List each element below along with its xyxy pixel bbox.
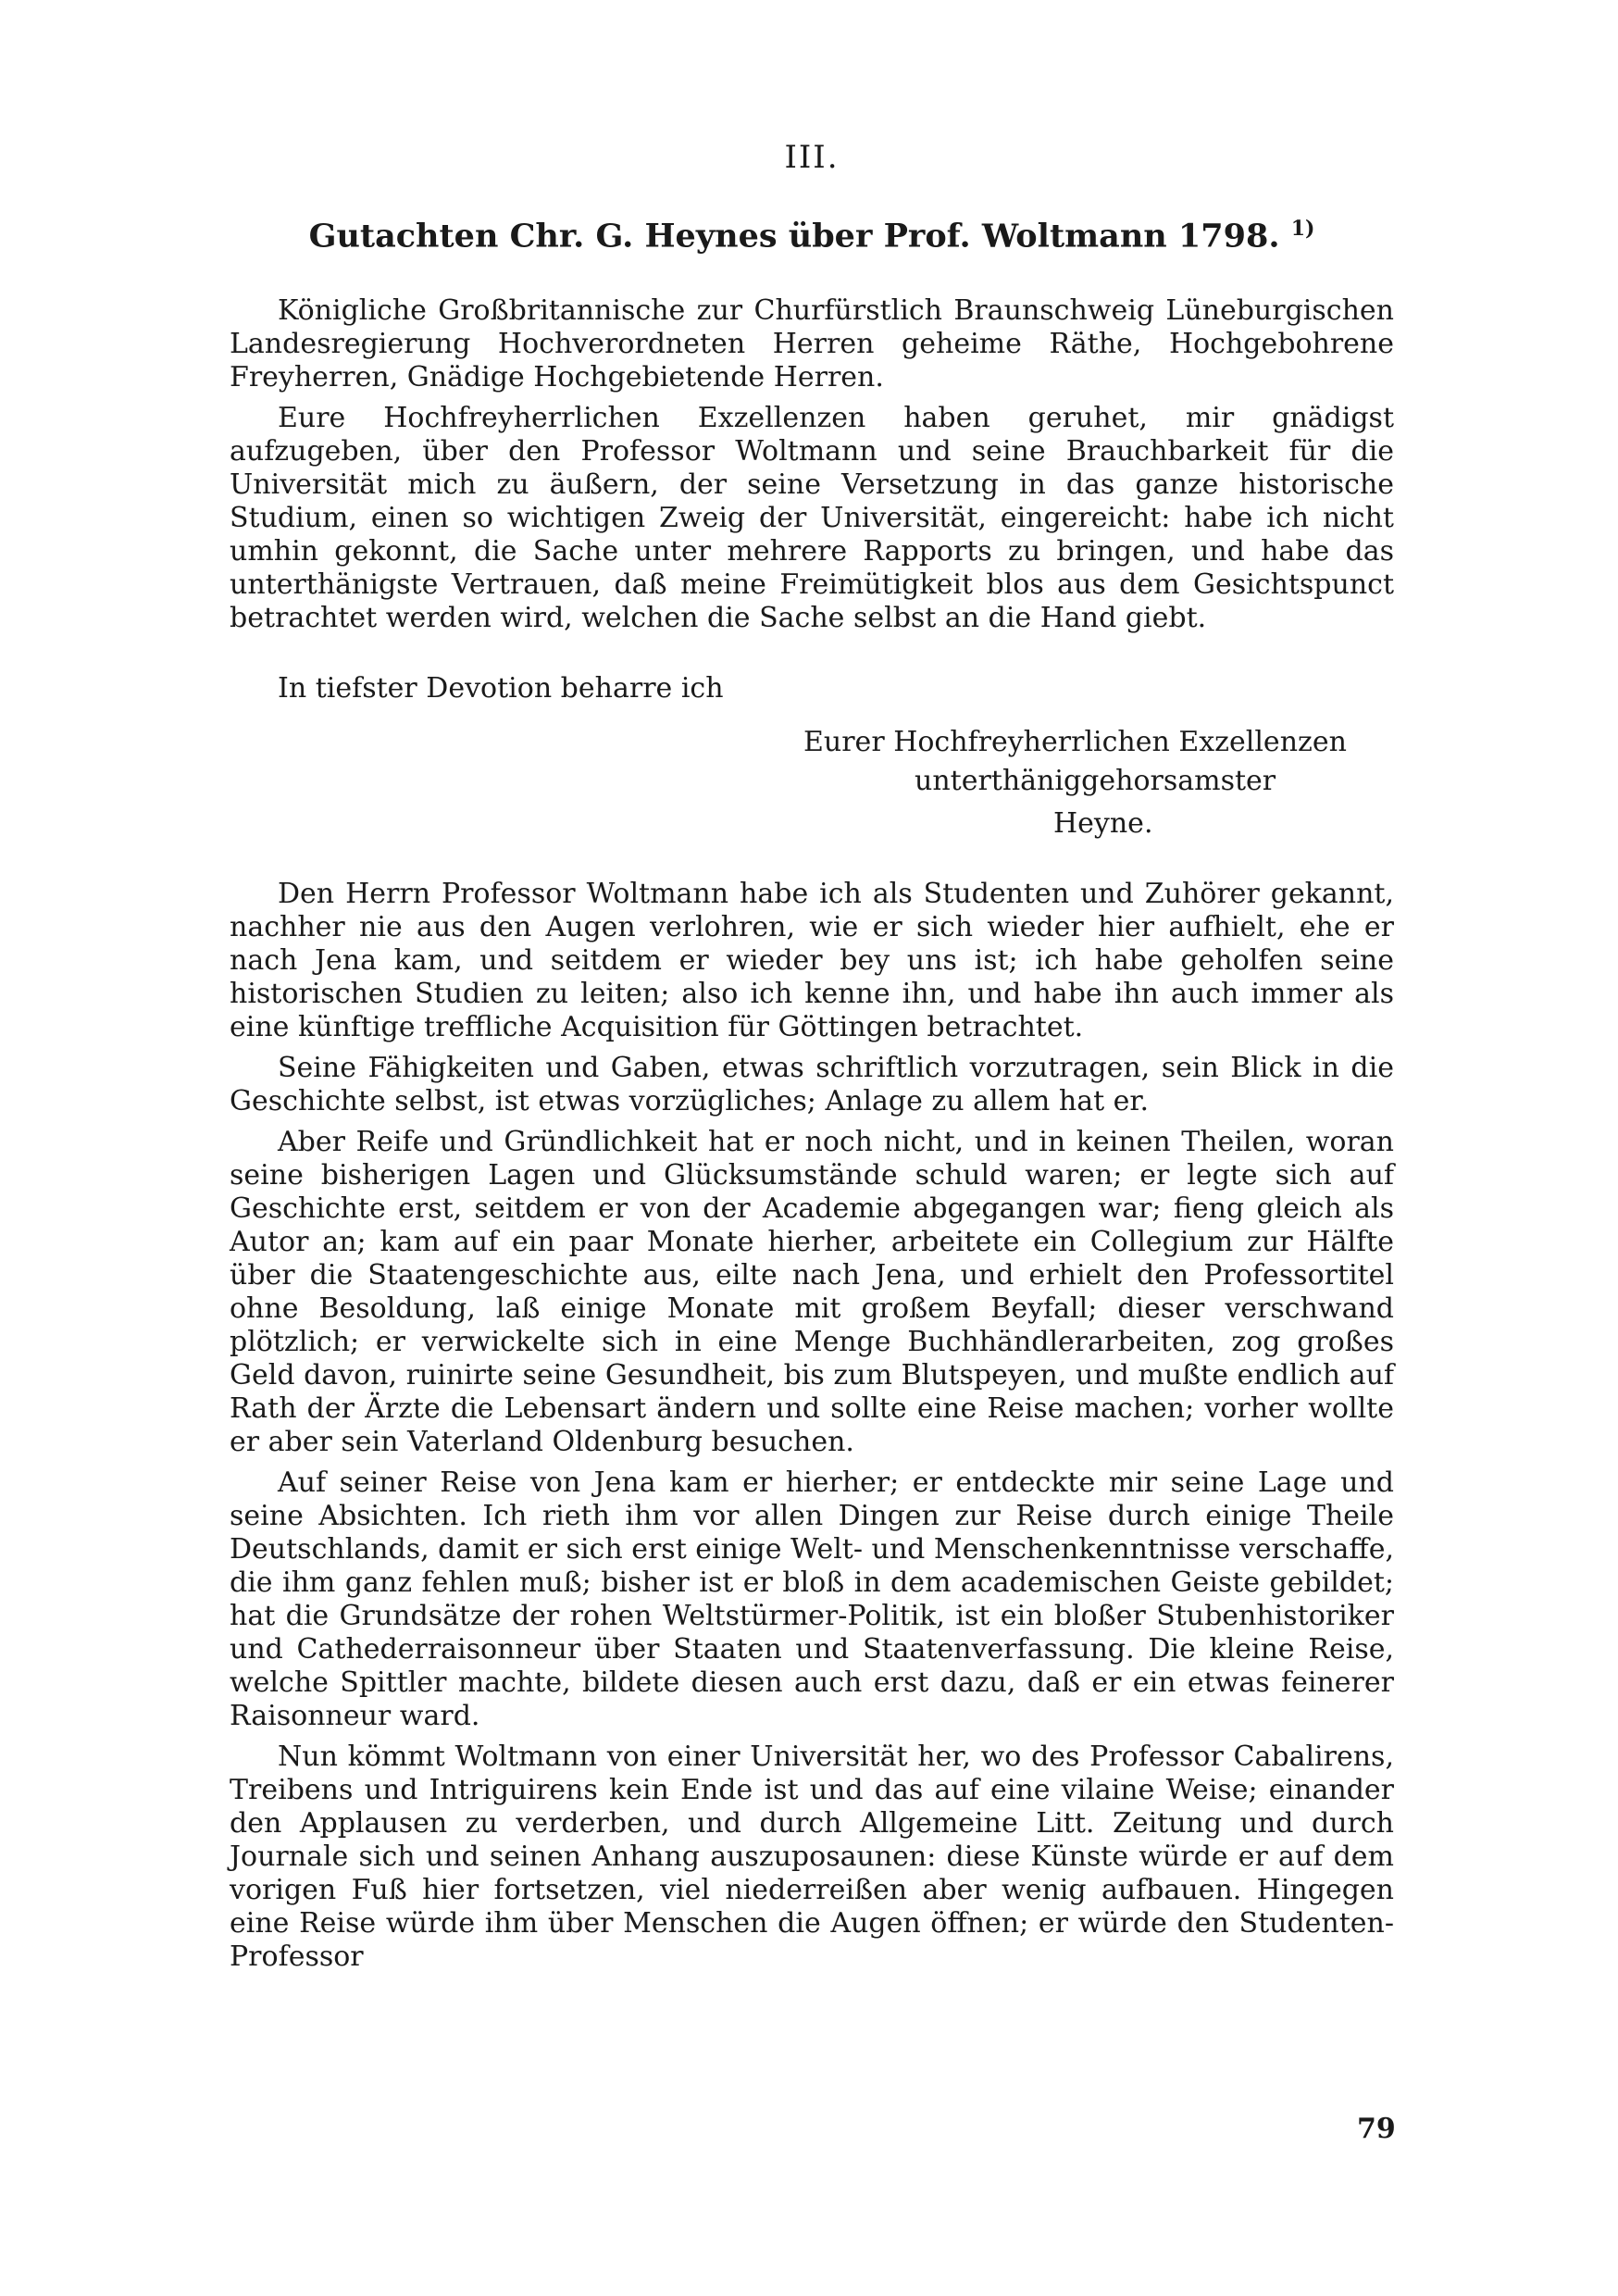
body-paragraph: Den Herrn Professor Woltmann habe ich als Studenten und Zuhörer gekannt, nachher nie aus den Augen verlohren, wie er sich wieder hier aufhielt, ehe er nach Jena kam, und seitdem er wieder bey uns ist; ich habe geholfen seine historischen Studien zu leiten; also ich kenne ihn, und habe ihn auch immer als eine künftige treffliche Acquisition für Göttingen betrachtet. bbox=[230, 877, 1394, 1043]
body-paragraph: Seine Fähigkeiten und Gaben, etwas schriftlich vorzutragen, sein Blick in die Geschichte selbst, ist etwas vorzügliches; Anlage zu allem hat er. bbox=[230, 1051, 1394, 1117]
body-paragraph: Auf seiner Reise von Jena kam er hierher; er entdeckte mir seine Lage und seine Absichten. Ich rieth ihm vor allen Dingen zur Reise durch einige Theile Deutschlands, damit er sich erst einige Welt- und Menschenkenntnisse verschaffe, die ihm ganz fehlen muß; bisher ist er bloß in dem academischen Geiste gebildet; hat die Grundsätze der rohen Weltstürmer-Politik, ist ein bloßer Stubenhistoriker und Cathederraisonneur über Staaten und Staatenverfassung. Die kleine Reise, welche Spittler machte, bildete diesen auch erst dazu, daß er ein etwas feinerer Raisonneur ward. bbox=[230, 1466, 1394, 1732]
footnote-mark: 1) bbox=[1290, 217, 1315, 241]
salutation-paragraph: Königliche Großbritannische zur Churfürstlich Braunschweig Lüneburgischen Landesregierung Hochverordneten Herren geheime Räthe, Hochgebohrene Freyherren, Gnädige Hochgebietende Herren. bbox=[230, 293, 1394, 393]
section-number: III. bbox=[784, 139, 840, 176]
signature-line-2: unterthäniggehorsamster bbox=[915, 764, 1276, 797]
document-title bbox=[230, 217, 1394, 256]
closing-formula: In tiefster Devotion beharre ich bbox=[278, 671, 724, 705]
body-paragraph: Aber Reife und Gründlichkeit hat er noch nicht, und in keinen Theilen, woran seine bisherigen Lagen und Glücksumstände schuld waren; er legte sich auf Geschichte erst, seitdem er von der Academie abgegangen war; fieng gleich als Autor an; kam auf ein paar Monate hierher, arbeitete ein Collegium zur Hälfte über die Staatengeschichte aus, eilte nach Jena, und erhielt den Professortitel ohne Besoldung, laß einige Monate mit großem Beyfall; dieser verschwand plötzlich; er verwickelte sich in eine Menge Buchhändlerarbeiten, zog großes Geld davon, ruinirte seine Gesundheit, bis zum Blutspeyen, und mußte endlich auf Rath der Ärzte die Lebensart ändern und sollte eine Reise machen; vorher wollte er aber sein Vaterland Oldenburg besuchen. bbox=[230, 1125, 1394, 1458]
intro-paragraph: Eure Hochfreyherrlichen Exzellenzen haben geruhet, mir gnädigst aufzugeben, über den Professor Woltmann und seine Brauchbarkeit für die Universität mich zu äußern, der seine Versetzung in das ganze historische Studium, einen so wichtigen Zweig der Universität, eingereicht: habe ich nicht umhin gekonnt, die Sache unter mehrere Rapports zu bringen, und habe das unterthänigste Vertrauen, daß meine Freimütigkeit blos aus dem Gesichtspunct betrachtet werden wird, welchen die Sache selbst an die Hand giebt. bbox=[230, 401, 1394, 634]
signature-line-1: Eurer Hochfreyherrlichen Exzellenzen bbox=[803, 725, 1347, 758]
signature-name: Heyne. bbox=[1053, 806, 1153, 840]
signature-block bbox=[230, 724, 1394, 844]
body-paragraph: Nun kömmt Woltmann von einer Universität her, wo des Professor Cabalirens, Treibens und Intriguirens kein Ende ist und das auf eine vilaine Weise; einander den Applausen zu verderben, und durch Allgemeine Litt. Zeitung und durch Journale sich und seinen Anhang auszuposaunen: diese Künste würde er auf dem vorigen Fuß hier fortsetzen, viel niederreißen aber wenig aufbauen. Hingegen eine Reise würde ihm über Menschen die Augen öffnen; er würde den Studenten-Professor bbox=[230, 1740, 1394, 1973]
text-column bbox=[230, 139, 1394, 1981]
page-number: 79 bbox=[1357, 2113, 1396, 2145]
title-text: Gutachten Chr. G. Heynes über Prof. Woltmann 1798. bbox=[308, 217, 1280, 256]
